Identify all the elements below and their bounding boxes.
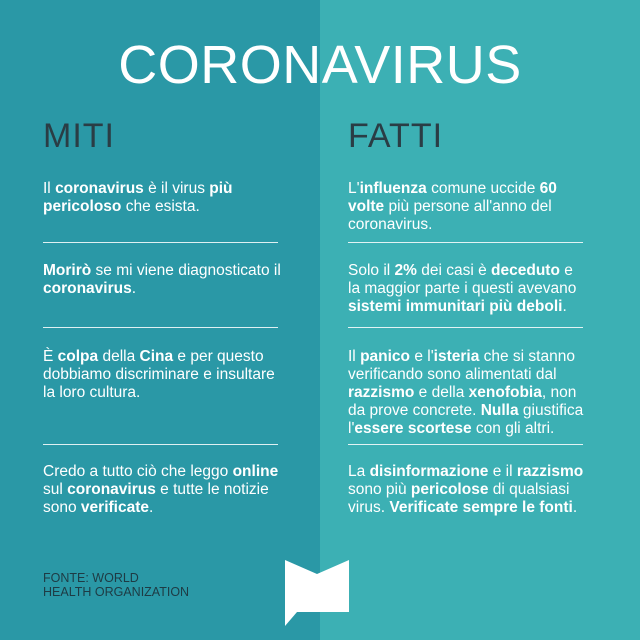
chevron-flag-icon: [285, 560, 349, 630]
emphasis-text: verificate: [80, 499, 149, 516]
emphasis-text: influenza: [359, 180, 427, 197]
emphasis-text: deceduto: [491, 262, 560, 279]
emphasis-text: 60 volte: [348, 180, 557, 215]
fact-item: [348, 180, 588, 234]
fact-item: [348, 463, 588, 517]
myth-item: [43, 262, 283, 298]
emphasis-text: essere scortese: [354, 420, 472, 437]
body-text: e il: [488, 463, 517, 480]
body-text: La: [348, 463, 370, 480]
emphasis-text: razzismo: [348, 384, 415, 401]
emphasis-text: razzismo: [516, 463, 584, 480]
source-line-1: FONTE: WORLD: [43, 571, 139, 585]
body-text: e l': [410, 348, 434, 365]
emphasis-text: panico: [360, 348, 411, 365]
emphasis-text: Verificate sempre le fonti: [389, 499, 573, 516]
fact-item: [348, 262, 588, 316]
emphasis-text: pericolose: [410, 481, 489, 498]
body-text: con gli altri.: [471, 420, 555, 437]
body-text: e per questo dobbiamo discriminare e insultare la loro cultura.: [43, 348, 275, 401]
divider: [348, 242, 583, 243]
body-text: più persone all'anno del coronavirus.: [348, 198, 552, 233]
body-text: dei casi è: [416, 262, 492, 279]
body-text: della: [98, 348, 140, 365]
body-text: .: [562, 298, 567, 315]
emphasis-text: online: [232, 463, 279, 480]
emphasis-text: Nulla: [480, 402, 519, 419]
facts-panel: [320, 0, 640, 640]
fact-item: [348, 348, 588, 438]
body-text: , non da prove concrete.: [348, 384, 577, 419]
myth-item: [43, 348, 283, 402]
body-text: È: [43, 348, 58, 365]
body-text: sul: [43, 481, 68, 498]
emphasis-text: isteria: [433, 348, 480, 365]
emphasis-text: colpa: [57, 348, 99, 365]
body-text: Solo il: [348, 262, 395, 279]
emphasis-text: coronavirus: [43, 280, 132, 297]
body-text: Credo a tutto ciò che leggo: [43, 463, 233, 480]
body-text: è il virus: [143, 180, 210, 197]
body-text: Il: [348, 348, 361, 365]
body-text: giustifica l': [348, 402, 584, 437]
body-text: e la maggior parte i questi avevano: [348, 262, 577, 297]
body-text: .: [572, 499, 578, 516]
myth-item: [43, 463, 283, 517]
myth-item: [43, 180, 283, 216]
body-text: comune uccide: [426, 180, 540, 197]
divider: [43, 444, 278, 445]
body-text: di qualsiasi virus.: [348, 481, 570, 516]
body-text: che si stanno verificando sono alimentati dal: [348, 348, 575, 383]
body-text: L': [348, 180, 360, 197]
body-text: Il: [43, 180, 56, 197]
divider: [348, 327, 583, 328]
emphasis-text: sistemi immunitari più deboli: [348, 298, 563, 315]
source-credit: [43, 571, 189, 599]
body-text: e della: [414, 384, 469, 401]
emphasis-text: 2%: [394, 262, 417, 279]
myths-heading: MITI: [43, 117, 115, 155]
emphasis-text: più pericoloso: [43, 180, 233, 215]
body-text: se mi viene diagnosticato il: [91, 262, 281, 279]
emphasis-text: Cina: [139, 348, 174, 365]
body-text: .: [149, 499, 154, 516]
body-text: sono più: [348, 481, 411, 498]
emphasis-text: xenofobia: [468, 384, 542, 401]
divider: [348, 444, 583, 445]
body-text: .: [131, 280, 137, 297]
divider: [43, 327, 278, 328]
emphasis-text: Morirò: [43, 262, 92, 279]
facts-heading: FATTI: [348, 117, 444, 155]
page-title: CORONAVIRUS: [118, 35, 522, 95]
source-line-2: HEALTH ORGANIZATION: [43, 585, 190, 599]
emphasis-text: coronavirus: [55, 180, 144, 197]
emphasis-text: coronavirus: [67, 481, 156, 498]
divider: [43, 242, 278, 243]
emphasis-text: disinformazione: [369, 463, 489, 480]
body-text: e tutte le notizie sono: [43, 481, 269, 516]
body-text: che esista.: [121, 198, 200, 215]
